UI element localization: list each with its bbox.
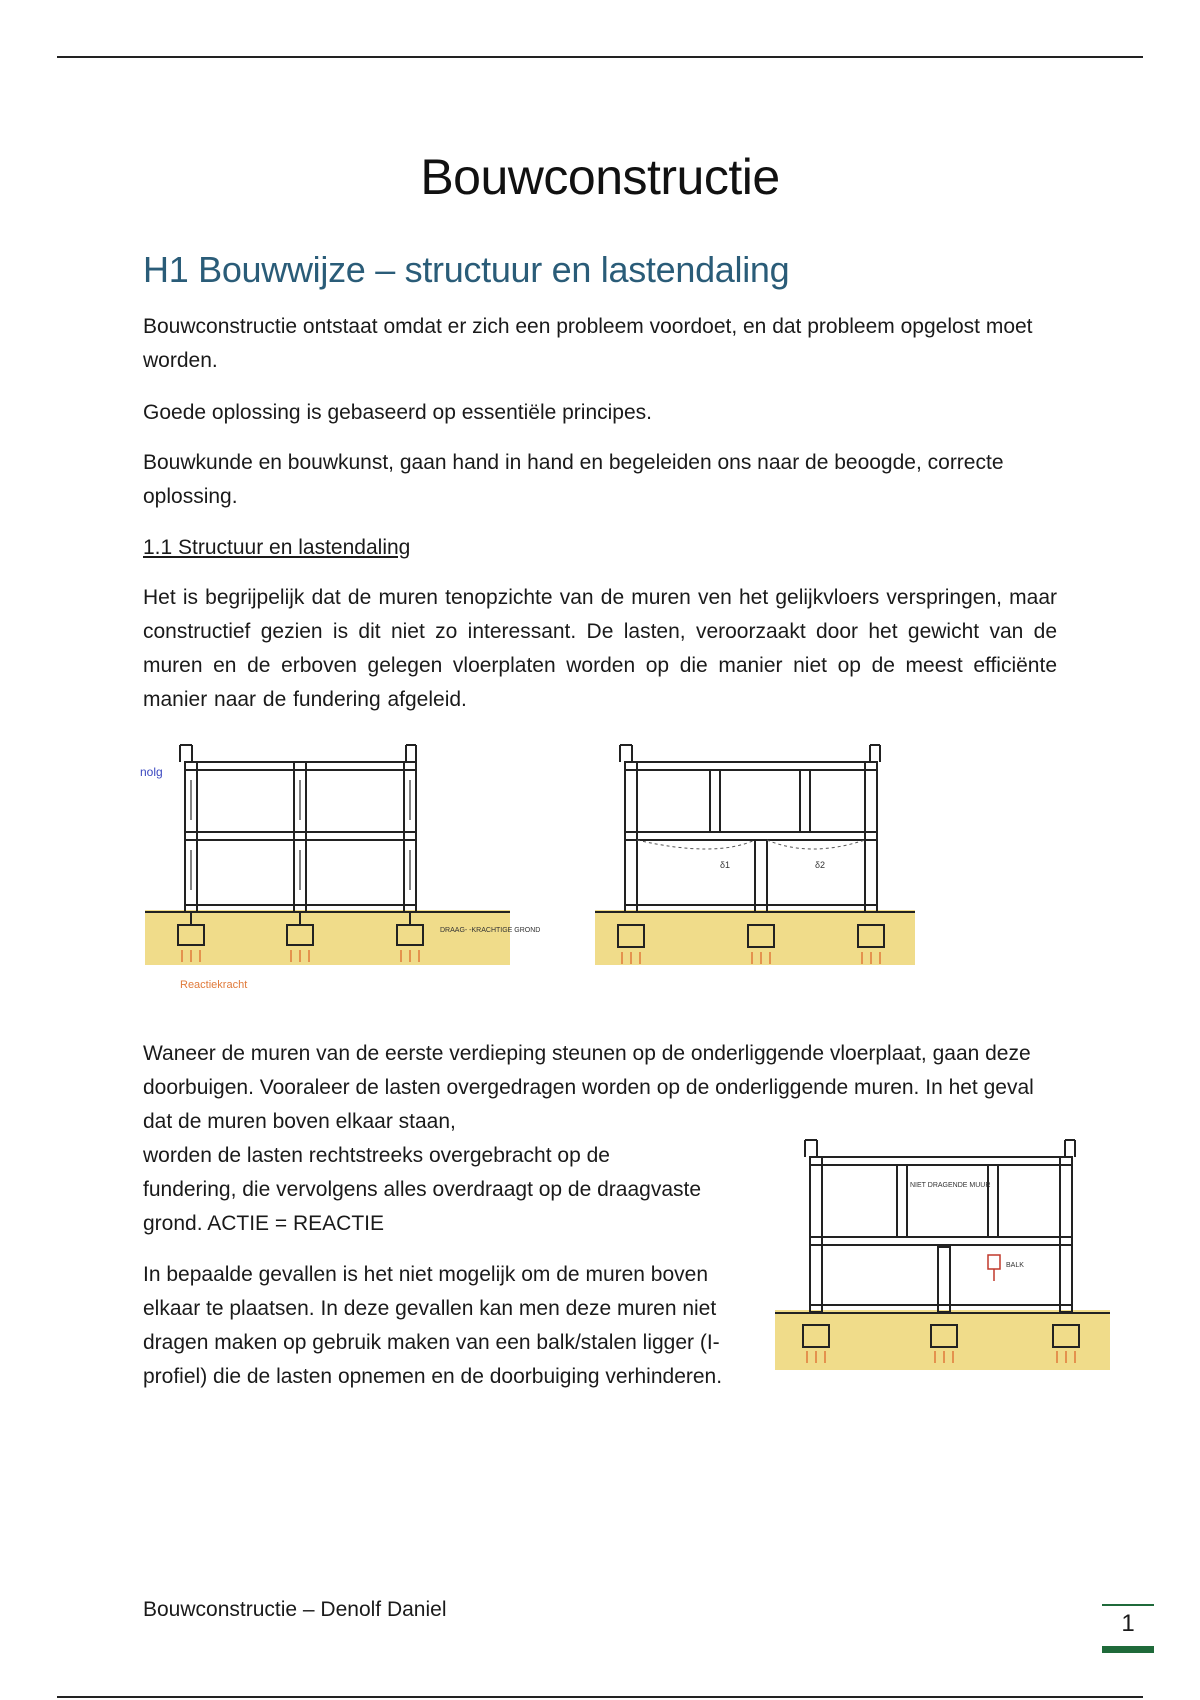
deflection-label-1: δ1 <box>720 860 731 870</box>
figure-load-path-aligned <box>140 740 541 995</box>
bottom-rule <box>57 1696 1143 1698</box>
top-rule <box>57 56 1143 58</box>
section-subheading: 1.1 Structuur en lastendaling <box>143 536 411 559</box>
paragraph-intro: Bouwconstructie ontstaat omdat er zich een probleem voordoet, en dat probleem opgelost moet worden. <box>143 315 1033 372</box>
page-number-bar <box>1102 1646 1154 1653</box>
chapter-heading: H1 Bouwwijze – structuur en lastendaling <box>143 249 790 290</box>
reaction-force-label: Reactiekracht <box>180 979 248 991</box>
footer-author: Bouwconstructie – Denolf Daniel <box>143 1598 447 1621</box>
paragraph-structure: Het is begrijpelijk dat de muren tenopzichte van de muren ven het gelijkvloers verspringen, maar constructief gezien is dit niet zo interessant. De lasten, veroorzaakt door het gewicht van de muren en de erboven gelegen vloerplaten worden op die manier niet op de meest efficiënte manier naar de fundering afgeleid. <box>143 586 1057 711</box>
page-number: 1 <box>1121 1610 1135 1637</box>
page-number-rule <box>1102 1604 1154 1606</box>
non-bearing-wall-label: NIET DRAGENDE MUUR <box>910 1182 991 1189</box>
figure-beam-support <box>770 1135 1115 1405</box>
deflection-label-2: δ2 <box>815 860 826 870</box>
paragraph-worden: worden de lasten rechtstreeks overgebracht op de fundering, die vervolgens alles overdraagt op de draagvaste grond. ACTIE = REACTIE <box>143 1144 702 1235</box>
paragraph-waneer: Waneer de muren van de eerste verdieping steunen op de onderliggende vloerplaat, gaan deze doorbuigen. Vooraleer de lasten overgedragen worden op de onderliggende muren. In het geval dat de muren boven elkaar staan, <box>143 1042 1034 1133</box>
beam-label: BALK <box>1006 1262 1024 1269</box>
figure-load-path-deflection <box>590 740 920 995</box>
ground-label: DRAAG- -KRACHTIGE GROND <box>440 927 541 934</box>
paragraph-principles: Goede oplossing is gebaseerd op essentiële principes. <box>143 401 652 424</box>
figure-note-label: nolg <box>140 765 163 779</box>
paragraph-bouwkunde: Bouwkunde en bouwkunst, gaan hand in hand en begeleiden ons naar de beoogde, correcte oplossing. <box>143 451 1004 508</box>
document-title: Bouwconstructie <box>420 149 780 205</box>
paragraph-bepaalde: In bepaalde gevallen is het niet mogelijk om de muren boven elkaar te plaatsen. In deze gevallen kan men deze muren niet dragen maken op gebruik maken van een balk/stalen ligger (I-profiel) die de lasten opnemen en de doorbuiging verhinderen. <box>143 1263 723 1388</box>
